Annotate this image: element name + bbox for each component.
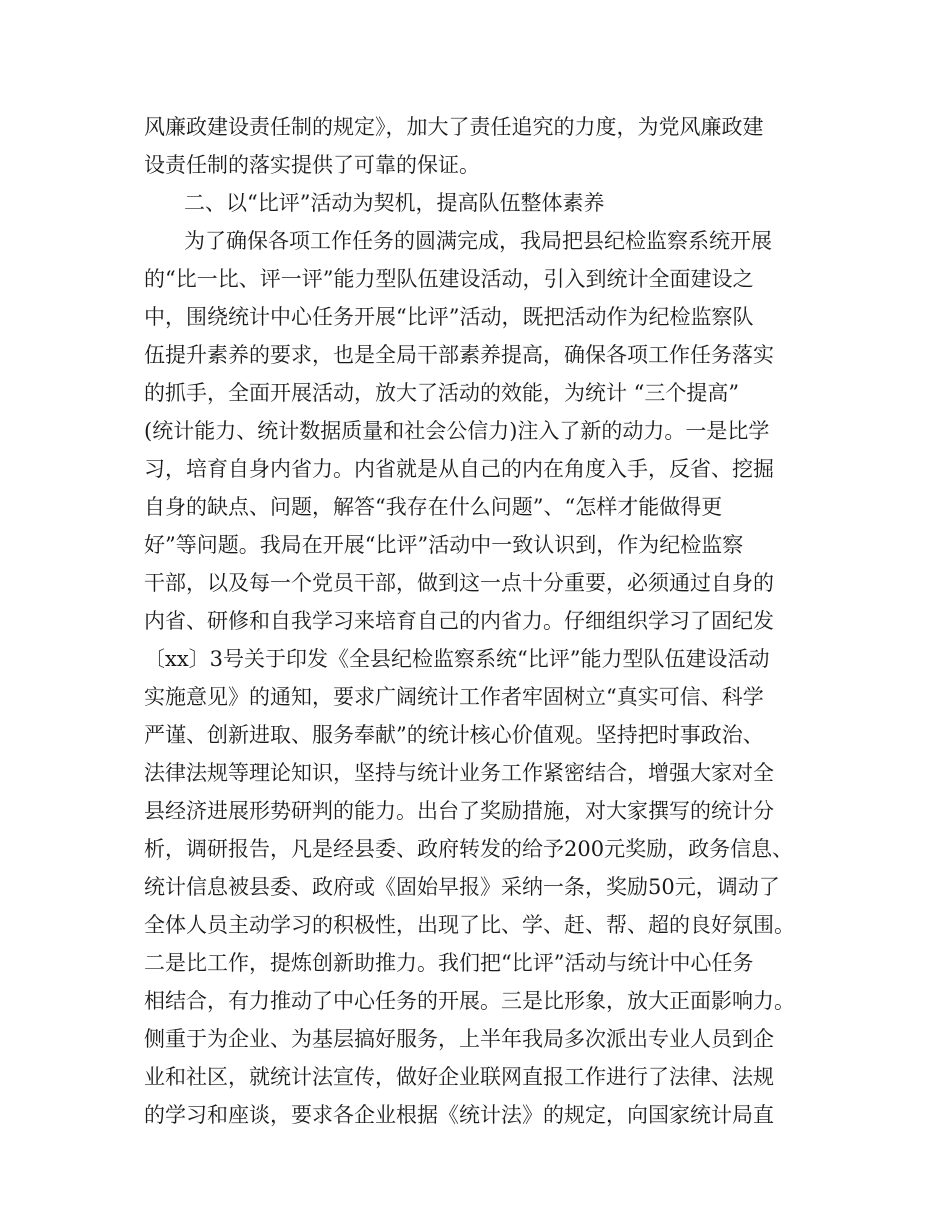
text-line-27: 的学习和座谈，要求各企业根据《统计法》的规定，向国家统计局直 — [144, 1103, 774, 1127]
text-line-15: 〔xx〕3号关于印发《全县纪检监察系统“比评”能力型队伍建设活动 — [144, 647, 770, 671]
text-line-24: 相结合，有力推动了中心任务的开展。三是比形象，放大正面影响力。 — [144, 989, 795, 1013]
text-line-6: 中，围绕统计中心任务开展“比评”活动，既把活动作为纪检监察队 — [144, 305, 754, 329]
text-line-16: 实施意见》的通知，要求广阔统计工作者牢固树立“真实可信、科学 — [144, 685, 764, 709]
text-line-20: 析，调研报告，凡是经县委、政府转发的给予200元奖励，政务信息、 — [144, 837, 794, 861]
text-line-7: 伍提升素养的要求，也是全局干部素养提高，确保各项工作任务落实 — [144, 343, 774, 367]
text-line-1: 风廉政建设责任制的规定》，加大了责任追究的力度，为党风廉政建 — [144, 115, 764, 139]
text-line-17: 严谨、创新进取、服务奉献”的统计核心价值观。坚持把时事政治、 — [144, 723, 764, 747]
body-text — [144, 108, 814, 1134]
text-line-10: 习，培育自身内省力。内省就是从自己的内在角度入手，反省、挖掘 — [144, 457, 774, 481]
text-line-21: 统计信息被县委、政府或《固始早报》采纳一条，奖励50元，调动了 — [144, 875, 780, 899]
text-line-25: 侧重于为企业、为基层搞好服务，上半年我局多次派出专业人员到企 — [144, 1027, 774, 1051]
text-line-12: 好”等问题。我局在开展“比评”活动中一致认识到，作为纪检监察 — [144, 533, 744, 557]
text-line-13: 干部，以及每一个党员干部，做到这一点十分重要，必须通过自身的 — [144, 571, 774, 595]
text-line-14: 内省、研修和自我学习来培育自己的内省力。仔细组织学习了固纪发 — [144, 609, 774, 633]
text-line-19: 县经济进展形势研判的能力。出台了奖励措施，对大家撰写的统计分 — [144, 799, 774, 823]
text-line-9: (统计能力、统计数据质量和社会公信力)注入了新的动力。一是比学 — [144, 419, 770, 443]
text-line-8: 的抓手，全面开展活动，放大了活动的效能，为统计 “三个提高” — [144, 381, 740, 405]
text-line-11: 自身的缺点、问题，解答“我存在什么问题”、“怎样才能做得更 — [144, 495, 723, 519]
text-line-23: 二是比工作，提炼创新助推力。我们把“比评”活动与统计中心任务 — [144, 951, 754, 975]
text-line-4: 为了确保各项工作任务的圆满完成，我局把县纪检监察系统开展 — [144, 229, 773, 253]
text-line-5: 的“比一比、评一评”能力型队伍建设活动，引入到统计全面建设之 — [144, 267, 754, 291]
text-line-26: 业和社区，就统计法宣传，做好企业联网直报工作进行了法律、法规 — [144, 1065, 774, 1089]
text-line-2: 设责任制的落实提供了可靠的保证。 — [144, 153, 480, 177]
text-line-22: 全体人员主动学习的积极性，出现了比、学、赶、帮、超的良好氛围。 — [144, 913, 795, 937]
section-heading: 二、以“比评”活动为契机，提高队伍整体素养 — [144, 191, 605, 215]
text-line-18: 法律法规等理论知识，坚持与统计业务工作紧密结合，增强大家对全 — [144, 761, 774, 785]
